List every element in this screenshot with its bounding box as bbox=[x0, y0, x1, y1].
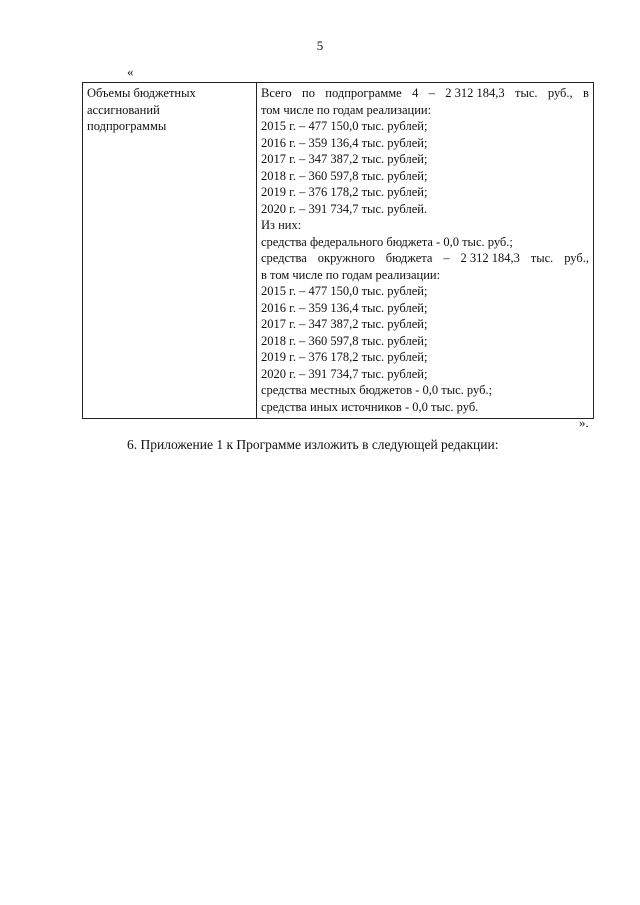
local-budget-line: средства местных бюджетов - 0,0 тыс. руб.; bbox=[261, 383, 493, 397]
word: руб., bbox=[564, 251, 589, 265]
word: 2 312 184,3 bbox=[460, 251, 520, 265]
word: средства bbox=[261, 251, 307, 265]
year-line: 2017 г. – 347 387,2 тыс. рублей; bbox=[261, 317, 428, 331]
word: в bbox=[583, 86, 589, 100]
year-line: 2018 г. – 360 597,8 тыс. рублей; bbox=[261, 333, 428, 348]
total-funding-line bbox=[261, 85, 589, 102]
word: тыс. bbox=[514, 86, 538, 100]
year-line: 2020 г. – 391 734,7 тыс. рублей; bbox=[261, 366, 428, 381]
word: руб., bbox=[547, 86, 573, 100]
word: 4 bbox=[412, 86, 419, 100]
word: окружного bbox=[317, 251, 375, 265]
district-budget-line bbox=[261, 250, 589, 267]
label-line: ассигнований bbox=[87, 102, 160, 117]
year-line: 2016 г. – 359 136,4 тыс. рублей; bbox=[261, 135, 428, 150]
word: бюджета bbox=[385, 251, 433, 265]
opening-quote-mark: « bbox=[127, 64, 134, 79]
closing-quote-mark: ». bbox=[579, 415, 589, 430]
table-row bbox=[83, 83, 594, 419]
word: – bbox=[443, 251, 450, 265]
label-line: Объемы бюджетных bbox=[87, 86, 196, 100]
subprogram-funding-table bbox=[82, 82, 594, 419]
label-line: подпрограммы bbox=[87, 119, 167, 133]
year-line: 2016 г. – 359 136,4 тыс. рублей; bbox=[261, 300, 428, 315]
text-line: в том числе по годам реализации: bbox=[261, 267, 441, 282]
year-line: 2019 г. – 376 178,2 тыс. рублей; bbox=[261, 185, 428, 199]
other-sources-line: средства иных источников - 0,0 тыс. руб. bbox=[261, 399, 479, 414]
word: тыс. bbox=[530, 251, 554, 265]
year-line: 2019 г. – 376 178,2 тыс. рублей; bbox=[261, 350, 428, 364]
federal-budget-line: средства федерального бюджета - 0,0 тыс. руб.; bbox=[261, 234, 513, 249]
funding-details-cell bbox=[257, 83, 594, 419]
item-six-paragraph: 6. Приложение 1 к Программе изложить в следующей редакции: bbox=[127, 437, 499, 452]
word: Всего bbox=[261, 86, 292, 100]
year-line: 2015 г. – 477 150,0 тыс. рублей; bbox=[261, 284, 428, 298]
page-number: 5 bbox=[316, 38, 324, 53]
year-line: 2018 г. – 360 597,8 тыс. рублей; bbox=[261, 168, 428, 183]
year-line: 2017 г. – 347 387,2 тыс. рублей; bbox=[261, 152, 428, 166]
word: по bbox=[302, 86, 315, 100]
year-line: 2015 г. – 477 150,0 тыс. рублей; bbox=[261, 119, 428, 133]
word: 2 312 184,3 bbox=[445, 86, 505, 100]
label-cell bbox=[83, 83, 257, 419]
word: подпрограмме bbox=[325, 86, 402, 100]
of-them-line: Из них: bbox=[261, 218, 302, 232]
text-line: том числе по годам реализации: bbox=[261, 102, 432, 117]
word: – bbox=[428, 86, 435, 100]
year-line: 2020 г. – 391 734,7 тыс. рублей. bbox=[261, 201, 428, 216]
